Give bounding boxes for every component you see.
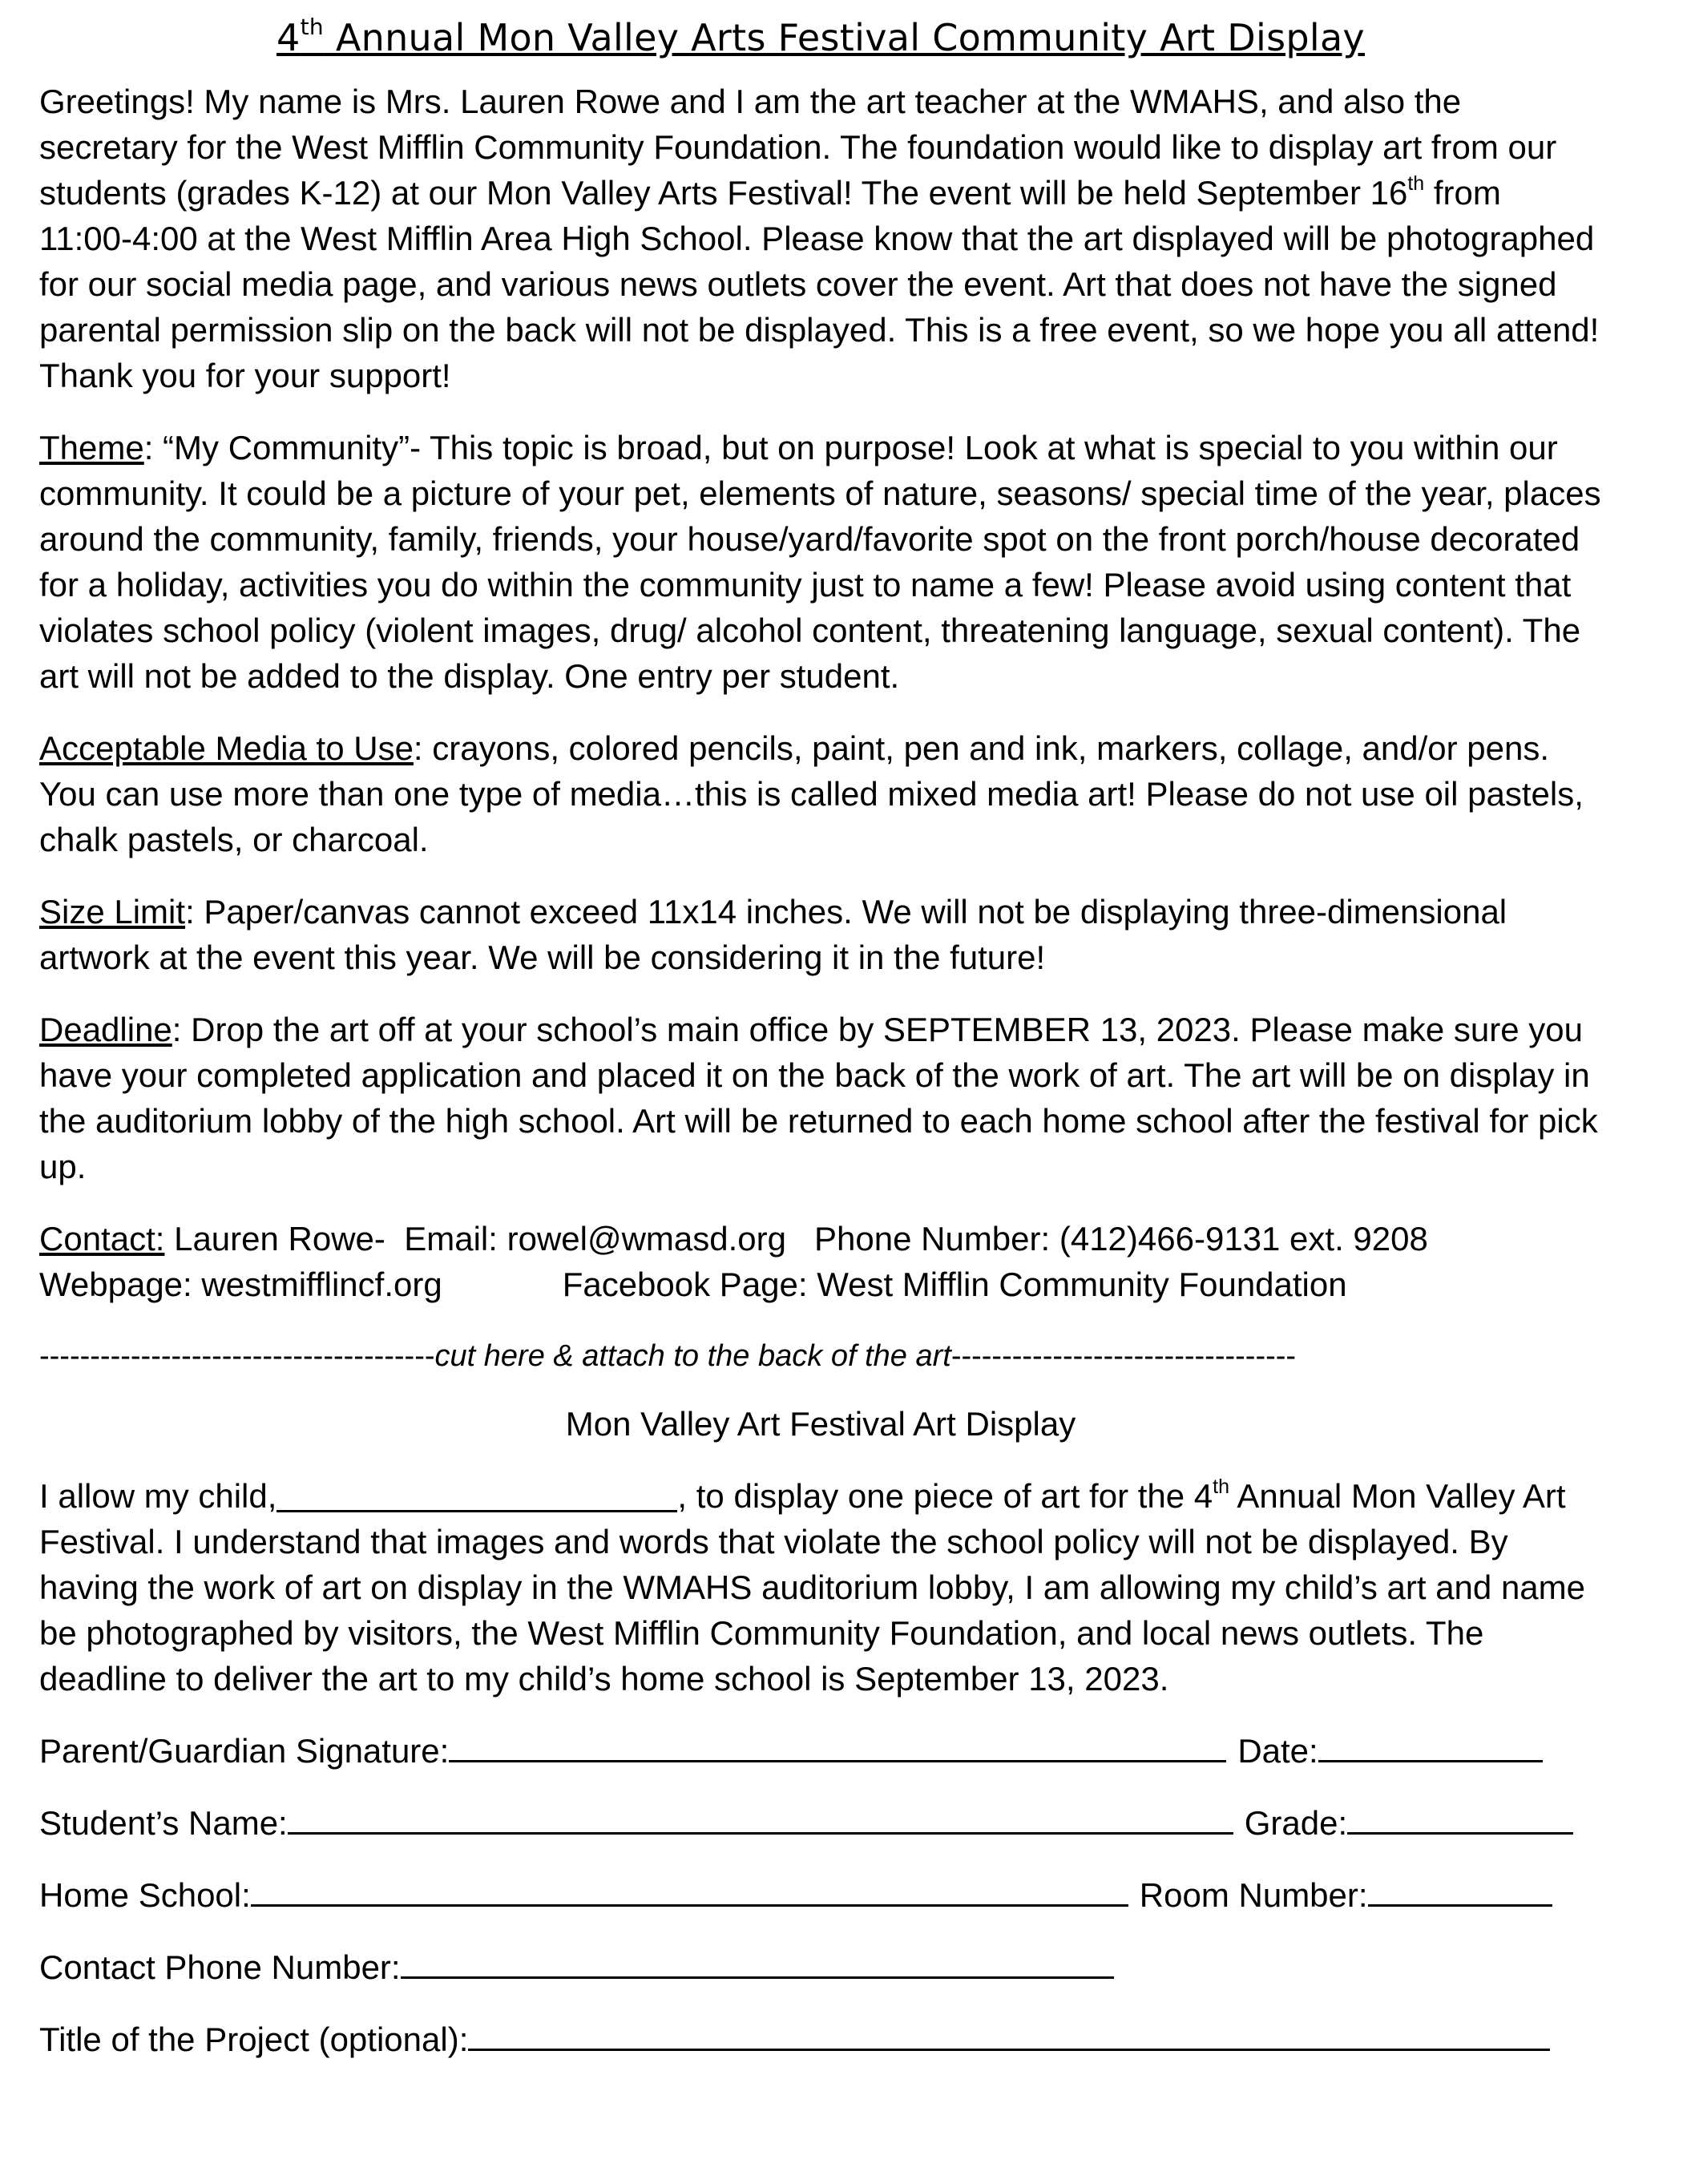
grade-field[interactable] (1347, 1800, 1573, 1835)
theme-text: : “My Community”- This topic is broad, but on purpose! Look at what is special to you within our community. It could be a picture of your pet, elements of nature, seasons/ special time of the year, places around the community, family, friends, your house/yard/favorite spot on the front porch/house decorated for a holiday, activities you do within the community just to name a few! Please avoid using content that violates school policy (violent images, drug/ alcohol content, threatening language, sexual content). The art will not be added to the display. One entry per student. (39, 429, 1601, 695)
parent-signature-field[interactable] (449, 1728, 1226, 1762)
page-title (39, 14, 1602, 61)
child-name-blank[interactable] (276, 1478, 677, 1512)
deadline-label: Deadline (39, 1011, 172, 1048)
cut-dashes-right: ---------------------------------- (950, 1339, 1297, 1373)
flyer-page (39, 14, 1602, 2089)
size-label: Size Limit (39, 893, 186, 931)
student-name-label: Student’s Name: (39, 1804, 288, 1842)
theme-label: Theme (39, 429, 144, 466)
contact-label: Contact: (39, 1220, 165, 1258)
project-title-row (39, 2016, 1602, 2062)
media-label: Acceptable Media to Use (39, 729, 414, 767)
contact-line (39, 1216, 1602, 1262)
project-title-field[interactable] (468, 2016, 1550, 2051)
home-school-field[interactable] (251, 1872, 1128, 1907)
deadline-paragraph (39, 1007, 1602, 1189)
intro-paragraph (39, 79, 1602, 398)
contact-phone-row (39, 1944, 1602, 1990)
contact-phone-field[interactable] (401, 1944, 1114, 1979)
form-heading: Mon Valley Art Festival Art Display (565, 1405, 1076, 1443)
home-school-row (39, 1872, 1602, 1918)
date-label: Date: (1237, 1732, 1318, 1770)
home-school-label: Home School: (39, 1876, 251, 1914)
contact-phone-label: Contact Phone Number: (39, 1948, 401, 1986)
room-number-field[interactable] (1368, 1872, 1552, 1907)
intro-text-2: from 11:00-4:00 at the West Mifflin Area High School. Please know that the art displayed will be photographed for our social media page, and various news outlets cover the event. Art that does not have the signed parental permission slip on the back will not be displayed. This is a free event, so we hope you all attend! Thank you for your support! (39, 174, 1600, 394)
contact-block (39, 1216, 1602, 1307)
parent-signature-row (39, 1728, 1602, 1774)
title-superscript: th (300, 14, 324, 40)
permission-paragraph (39, 1473, 1602, 1702)
date-field[interactable] (1318, 1728, 1543, 1762)
facebook-text: Facebook Page: West Mifflin Community Foundation (562, 1266, 1347, 1303)
cut-line (39, 1334, 1602, 1379)
web-links-line (39, 1262, 1602, 1307)
room-number-label: Room Number: (1139, 1876, 1368, 1914)
permission-text-2: , to display one piece of art for the 4 (677, 1477, 1213, 1515)
grade-label: Grade: (1244, 1804, 1348, 1842)
media-paragraph (39, 725, 1602, 862)
student-name-field[interactable] (288, 1800, 1233, 1835)
permission-superscript: th (1213, 1476, 1230, 1498)
parent-signature-label: Parent/Guardian Signature: (39, 1732, 450, 1770)
contact-details: Lauren Rowe- Email: rowel@wmasd.org Phone Number: (412)466-9131 ext. 9208 (164, 1220, 1428, 1258)
student-name-row (39, 1800, 1602, 1846)
intro-superscript: th (1407, 172, 1425, 195)
permission-text-1: I allow my child, (39, 1477, 277, 1515)
deadline-text: : Drop the art off at your school’s main office by SEPTEMBER 13, 2023. Please make sure you have your completed application and placed it on the back of the work of art. The art will be on display in the auditorium lobby of the high school. Art will be returned to each home school after the festival for pick up. (39, 1011, 1598, 1185)
intro-text-1: Greetings! My name is Mrs. Lauren Rowe and I am the art teacher at the WMAHS, and also the secretary for the West Mifflin Community Foundation. The foundation would like to display art from our students (grades K-12) at our Mon Valley Arts Festival! The event will be held September 16 (39, 83, 1557, 212)
cut-text: cut here & attach to the back of the art (434, 1339, 951, 1373)
title-text: Annual Mon Valley Arts Festival Community Art Display (323, 16, 1365, 59)
permission-text-3: Annual Mon Valley Art Festival. I understand that images and words that violate the school policy will not be displayed. By having the work of art on display in the WMAHS auditorium lobby, I am allowing my child’s art and name be photographed by visitors, the West Mifflin Community Foundation, and local news outlets. The deadline to deliver the art to my child’s home school is September 13, 2023. (39, 1477, 1586, 1698)
size-paragraph (39, 889, 1602, 980)
theme-paragraph (39, 425, 1602, 699)
project-title-label: Title of the Project (optional): (39, 2021, 469, 2058)
webpage-text: Webpage: westmifflincf.org (39, 1266, 442, 1303)
title-number: 4 (276, 16, 301, 59)
media-text: : crayons, colored pencils, paint, pen and ink, markers, collage, and/or pens. You can use more than one type of media…this is called mixed media art! Please do not use oil pastels, chalk pastels, or charcoal. (39, 729, 1584, 858)
cut-dashes-left: --------------------------------------- (39, 1339, 435, 1373)
size-text: : Paper/canvas cannot exceed 11x14 inches. We will not be displaying three-dimensional artwork at the event this year. We will be considering it in the future! (39, 893, 1507, 976)
